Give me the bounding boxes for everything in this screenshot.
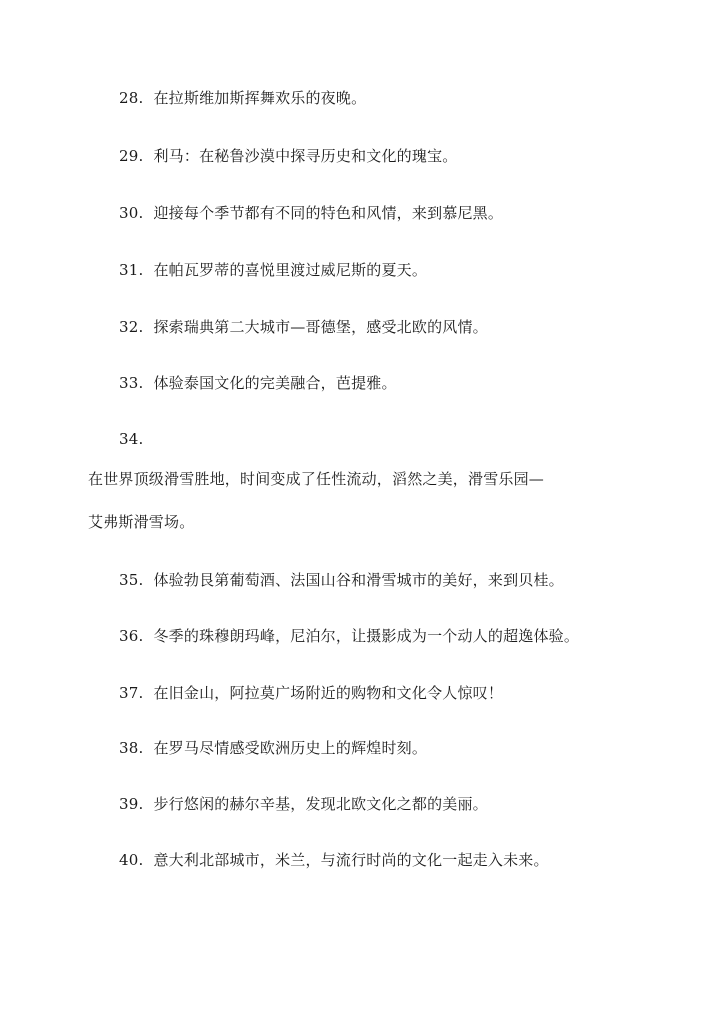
list-item [119, 626, 579, 646]
item-text: 体验泰国文化的完美融合，芭提雅。 [153, 374, 397, 392]
item-number: 30. [119, 204, 144, 222]
item-text: 在旧金山，阿拉莫广场附近的购物和文化令人惊叹！ [153, 684, 504, 702]
list-item [119, 146, 457, 166]
item-number: 29. [119, 147, 144, 165]
list-item [119, 429, 153, 449]
item-number: 31. [119, 261, 144, 279]
item-text: 冬季的珠穆朗玛峰，尼泊尔，让摄影成为一个动人的超逸体验。 [153, 627, 580, 645]
item-number: 38. [119, 739, 144, 757]
item-number: 36. [119, 627, 144, 645]
item-text: 探索瑞典第二大城市—哥德堡，感受北欧的风情。 [153, 318, 488, 336]
list-item [119, 88, 366, 108]
item-number: 40. [119, 851, 144, 869]
item-number: 39. [119, 795, 144, 813]
list-item [119, 794, 488, 814]
list-item [119, 373, 397, 393]
item-number: 28. [119, 89, 144, 107]
list-item [119, 203, 503, 223]
list-item [119, 738, 427, 758]
item-number: 37. [119, 684, 144, 702]
item-text: 利马：在秘鲁沙漠中探寻历史和文化的瑰宝。 [153, 147, 458, 165]
list-item [119, 260, 427, 280]
item-text: 步行悠闲的赫尔辛基，发现北欧文化之都的美丽。 [153, 795, 488, 813]
item-text: 在帕瓦罗蒂的喜悦里渡过威尼斯的夏天。 [153, 261, 428, 279]
item-number: 33. [119, 374, 144, 392]
list-item [119, 570, 564, 590]
paragraph-line: 艾弗斯滑雪场。 [88, 513, 195, 531]
item-number: 34. [119, 430, 144, 448]
item-text: 意大利北部城市，米兰，与流行时尚的文化一起走入未来。 [153, 851, 549, 869]
item-text: 体验勃艮第葡萄酒、法国山谷和滑雪城市的美好，来到贝桂。 [153, 571, 564, 589]
item-number: 35. [119, 571, 144, 589]
item-text: 在罗马尽情感受欧洲历史上的辉煌时刻。 [153, 739, 428, 757]
item-number: 32. [119, 318, 144, 336]
paragraph-line: 在世界顶级滑雪胜地，时间变成了任性流动，滔然之美，滑雪乐园— [88, 470, 545, 488]
list-item [119, 683, 503, 703]
list-item [119, 850, 549, 870]
item-text: 在拉斯维加斯挥舞欢乐的夜晚。 [153, 89, 367, 107]
item-text: 迎接每个季节都有不同的特色和风情，来到慕尼黑。 [153, 204, 504, 222]
list-item [119, 317, 488, 337]
